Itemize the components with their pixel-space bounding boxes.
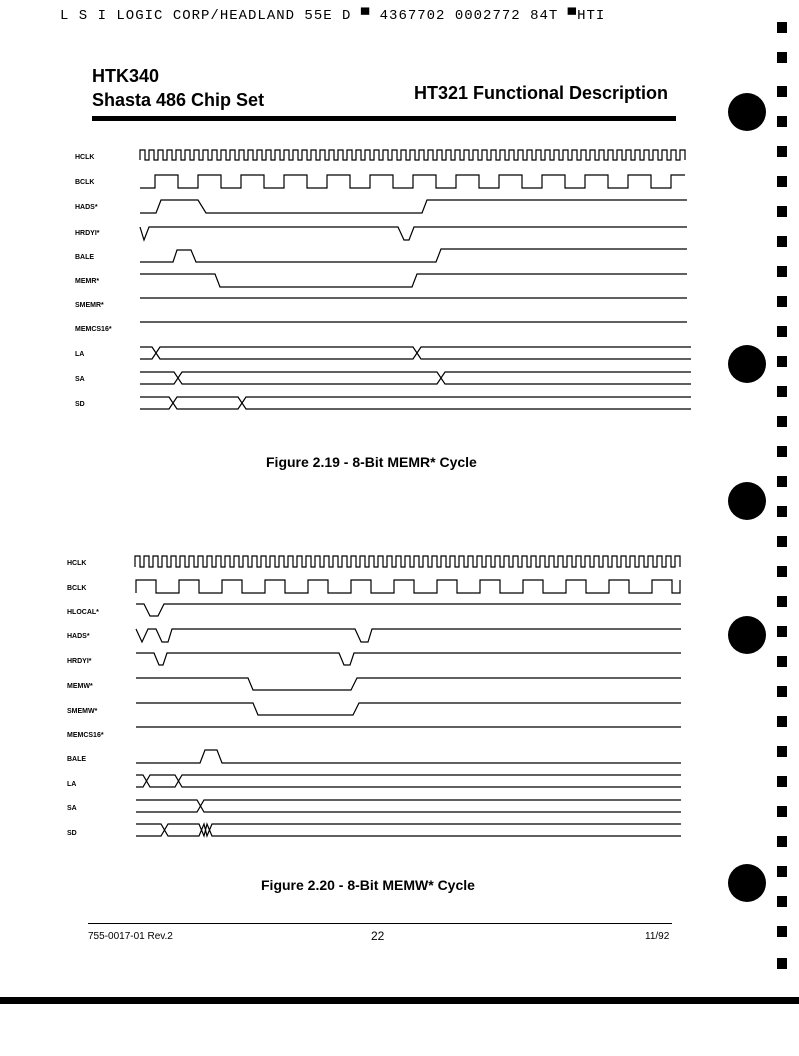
fig1-label-sd: SD: [75, 401, 85, 408]
fig2-wave-hads: [136, 629, 681, 642]
fig1-label-bclk: BCLK: [75, 179, 95, 186]
fig2-label-memcs16: MEMCS16*: [67, 732, 104, 739]
edge-mark: [777, 866, 787, 877]
fig2-wave-bclk: [136, 580, 680, 593]
edge-mark: [777, 22, 787, 33]
fig2-label-hlocal: HLOCAL*: [67, 609, 99, 616]
footer-doc-number: 755-0017-01 Rev.2: [88, 931, 173, 942]
edge-mark: [777, 596, 787, 607]
fig2-label-sa: SA: [67, 805, 77, 812]
punch-hole: [728, 482, 766, 520]
fig1-label-hads: HADS*: [75, 204, 98, 211]
edge-mark: [777, 386, 787, 397]
fig2-wave-memw: [136, 678, 681, 690]
punch-hole: [728, 616, 766, 654]
edge-mark: [777, 356, 787, 367]
punch-hole: [728, 93, 766, 131]
fig1-label-la: LA: [75, 351, 85, 358]
figure1-caption: Figure 2.19 - 8-Bit MEMR* Cycle: [266, 454, 477, 470]
edge-mark: [777, 296, 787, 307]
edge-mark: [777, 958, 787, 969]
figure2-caption: Figure 2.20 - 8-Bit MEMW* Cycle: [261, 877, 475, 893]
punch-hole: [728, 864, 766, 902]
fig2-wave-smemw: [136, 703, 681, 715]
fig1-label-sa: SA: [75, 376, 85, 383]
edge-mark: [777, 146, 787, 157]
footer-page-number: 22: [371, 929, 385, 943]
fig2-wave-la: [136, 775, 681, 787]
edge-mark: [777, 926, 787, 937]
section-title: HT321 Functional Description: [413, 83, 668, 103]
fig1-label-hrdyi: HRDYI*: [75, 230, 100, 237]
edge-mark: [777, 806, 787, 817]
edge-mark: [777, 86, 787, 97]
edge-mark: [777, 416, 787, 427]
edge-mark: [777, 236, 787, 247]
fig1-label-hclk: HCLK: [75, 154, 95, 161]
fig2-label-sd: SD: [67, 830, 77, 837]
fig2-label-memw: MEMW*: [67, 683, 93, 690]
edge-mark: [777, 476, 787, 487]
edge-mark: [777, 656, 787, 667]
fig1-label-smemr: SMEMR*: [75, 302, 104, 309]
document-title-line2: Shasta 486 Chip Set: [92, 90, 265, 110]
footer-rule: [88, 923, 672, 924]
punch-hole: [728, 345, 766, 383]
edge-mark: [777, 536, 787, 547]
edge-mark: [777, 746, 787, 757]
fig2-label-la: LA: [67, 781, 77, 788]
fig2-label-bclk: BCLK: [67, 585, 87, 592]
edge-mark: [777, 266, 787, 277]
edge-mark: [777, 896, 787, 907]
fig2-wave-hrdyi: [136, 653, 681, 665]
fig2-wave-bale: [136, 750, 681, 763]
edge-mark: [777, 506, 787, 517]
edge-mark: [777, 836, 787, 847]
edge-mark: [777, 176, 787, 187]
edge-mark: [777, 566, 787, 577]
edge-mark: [777, 626, 787, 637]
fig2-label-smemw: SMEMW*: [67, 708, 98, 715]
fig2-label-hclk: HCLK: [67, 560, 87, 567]
fig1-label-bale: BALE: [75, 254, 95, 261]
edge-mark: [777, 446, 787, 457]
edge-mark: [777, 206, 787, 217]
edge-mark: [777, 52, 787, 63]
document-title-line1: HTK340: [92, 66, 160, 86]
fig2-label-bale: BALE: [67, 756, 87, 763]
fig1-label-memr: MEMR*: [75, 278, 100, 285]
edge-mark: [777, 716, 787, 727]
footer-date: 11/92: [645, 931, 670, 942]
scan-bottom-bar: [0, 997, 799, 1004]
fig2-wave-sa: [136, 800, 681, 812]
fig2-label-hads: HADS*: [67, 633, 90, 640]
fig2-wave-hclk: [135, 556, 680, 567]
edge-mark: [777, 776, 787, 787]
fig2-label-hrdyi: HRDYI*: [67, 658, 92, 665]
fig1-label-memcs16: MEMCS16*: [75, 326, 112, 333]
edge-mark: [777, 326, 787, 337]
edge-mark: [777, 686, 787, 697]
scan-header-line: L S I LOGIC CORP/HEADLAND 55E D ▀ 4367702 0002772 84T ▀HTI: [60, 8, 606, 24]
fig2-wave-hlocal: [136, 604, 681, 616]
fig2-wave-sd: [136, 824, 681, 836]
edge-mark: [777, 116, 787, 127]
